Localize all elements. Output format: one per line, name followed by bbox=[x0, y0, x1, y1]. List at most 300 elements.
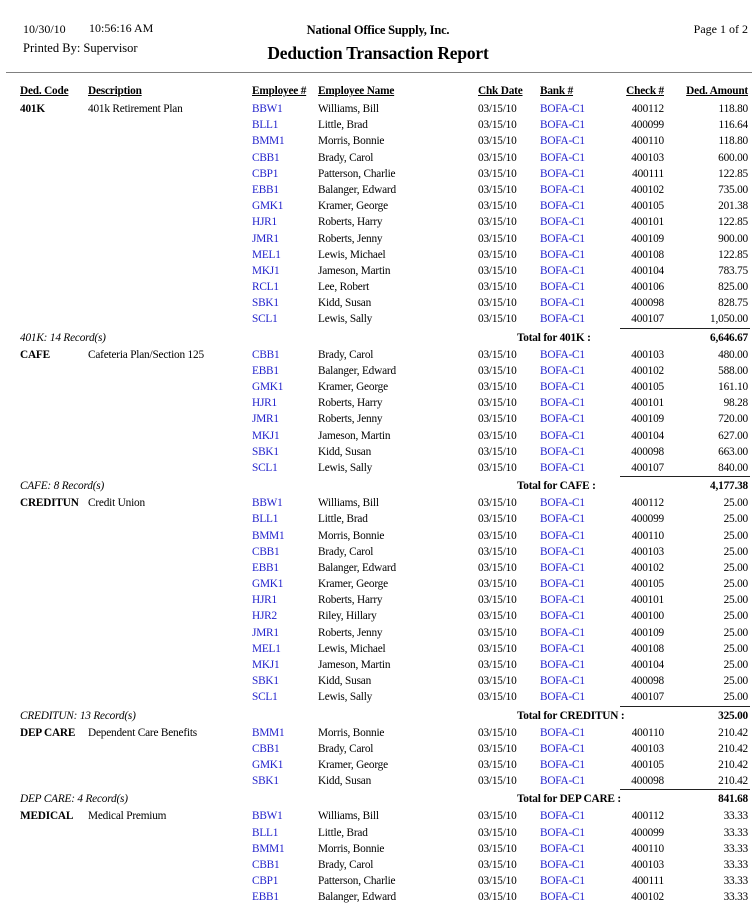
deduction-code bbox=[20, 198, 88, 214]
header-divider bbox=[6, 72, 752, 73]
employee-number-link[interactable]: BLL1 bbox=[252, 119, 279, 132]
deduction-description bbox=[88, 641, 252, 657]
table-row bbox=[20, 247, 748, 263]
check-date: 03/15/10 bbox=[478, 891, 517, 904]
deduction-code bbox=[20, 773, 88, 789]
bank-number-link[interactable]: BOFA-C1 bbox=[540, 264, 585, 277]
deduction-description bbox=[88, 263, 252, 279]
bank-number-link[interactable]: BOFA-C1 bbox=[540, 758, 585, 771]
table-row bbox=[20, 608, 748, 624]
employee-name: Balanger, Edward bbox=[318, 891, 396, 904]
check-date: 03/15/10 bbox=[478, 610, 517, 623]
deduction-description bbox=[88, 460, 252, 476]
deduction-description bbox=[88, 592, 252, 608]
table-row bbox=[20, 725, 748, 741]
group-total-amount: 325.00 bbox=[718, 709, 748, 722]
table-row bbox=[20, 857, 748, 873]
employee-number-link[interactable]: MKJ1 bbox=[252, 659, 280, 671]
deduction-description bbox=[88, 150, 252, 166]
check-date: 03/15/10 bbox=[478, 397, 517, 410]
deduction-amount: 210.42 bbox=[718, 775, 748, 788]
deduction-code bbox=[20, 379, 88, 395]
deduction-amount: 825.00 bbox=[718, 281, 748, 294]
bank-number-link[interactable]: BOFA-C1 bbox=[540, 135, 585, 148]
check-date: 03/15/10 bbox=[478, 135, 517, 148]
check-number: 400098 bbox=[631, 775, 664, 788]
employee-name: Williams, Bill bbox=[318, 103, 379, 115]
employee-name: Lewis, Sally bbox=[318, 691, 373, 704]
deduction-description bbox=[88, 625, 252, 641]
employee-number-link[interactable]: CBP1 bbox=[252, 167, 279, 180]
deduction-description bbox=[88, 133, 252, 149]
total-rule bbox=[620, 789, 750, 790]
employee-number-link[interactable]: CBB1 bbox=[252, 348, 280, 361]
employee-number-link[interactable]: HJR1 bbox=[252, 594, 277, 607]
employee-name: Williams, Bill bbox=[318, 497, 379, 510]
check-date: 03/15/10 bbox=[478, 313, 517, 326]
check-date: 03/15/10 bbox=[478, 264, 517, 277]
check-date: 03/15/10 bbox=[478, 826, 517, 839]
check-number: 400099 bbox=[631, 826, 664, 839]
deduction-description bbox=[88, 576, 252, 592]
employee-number-link[interactable]: EBB1 bbox=[252, 561, 279, 574]
employee-number-link[interactable]: SBK1 bbox=[252, 445, 279, 458]
bank-number-link[interactable]: BOFA-C1 bbox=[540, 167, 585, 180]
table-row bbox=[20, 166, 748, 182]
check-date: 03/15/10 bbox=[478, 659, 517, 671]
check-number: 400110 bbox=[631, 135, 664, 148]
employee-name: Brady, Carol bbox=[318, 742, 374, 755]
employee-name: Morris, Bonnie bbox=[318, 529, 385, 542]
deduction-amount: 33.33 bbox=[723, 875, 748, 888]
check-number: 400108 bbox=[631, 642, 664, 655]
deduction-code bbox=[20, 279, 88, 295]
table-row bbox=[20, 263, 748, 279]
employee-number-link[interactable]: GMK1 bbox=[252, 758, 284, 771]
check-number: 400110 bbox=[631, 842, 664, 855]
deduction-code bbox=[20, 608, 88, 624]
table-row bbox=[20, 363, 748, 379]
deduction-amount: 25.00 bbox=[723, 610, 748, 623]
employee-number-link[interactable]: BMM1 bbox=[252, 726, 285, 739]
deduction-description bbox=[88, 511, 252, 527]
deduction-code bbox=[20, 857, 88, 873]
deduction-description bbox=[88, 444, 252, 460]
deduction-amount: 663.00 bbox=[718, 445, 748, 458]
employee-number-link[interactable]: GMK1 bbox=[252, 381, 284, 393]
check-number: 400110 bbox=[631, 529, 664, 542]
table-row bbox=[20, 773, 748, 789]
table-row bbox=[20, 411, 748, 427]
employee-number-link[interactable]: JMR1 bbox=[252, 413, 279, 426]
check-date: 03/15/10 bbox=[478, 594, 517, 607]
deduction-amount: 25.00 bbox=[723, 545, 748, 558]
deduction-code bbox=[20, 528, 88, 544]
table-row bbox=[20, 673, 748, 689]
employee-name: Patterson, Charlie bbox=[318, 875, 396, 888]
check-number: 400098 bbox=[631, 445, 664, 458]
deduction-amount: 122.85 bbox=[718, 248, 748, 261]
table-row bbox=[20, 544, 748, 560]
deduction-code bbox=[20, 150, 88, 166]
deduction-description bbox=[88, 825, 252, 841]
employee-name: Lewis, Michael bbox=[318, 642, 386, 655]
deduction-amount: 25.00 bbox=[723, 594, 748, 607]
deduction-code bbox=[20, 673, 88, 689]
bank-number-link[interactable]: BOFA-C1 bbox=[540, 183, 585, 196]
check-date: 03/15/10 bbox=[478, 297, 517, 310]
group-total-amount: 841.68 bbox=[718, 793, 748, 806]
bank-number-link[interactable]: BOFA-C1 bbox=[540, 858, 585, 871]
deduction-description bbox=[88, 363, 252, 379]
deduction-description bbox=[88, 182, 252, 198]
employee-number-link[interactable]: CBB1 bbox=[252, 151, 280, 164]
bank-number-link[interactable]: BOFA-C1 bbox=[540, 200, 585, 213]
employee-name: Kidd, Susan bbox=[318, 775, 372, 788]
employee-name: Kramer, George bbox=[318, 381, 388, 393]
deduction-amount: 1,050.00 bbox=[710, 313, 748, 326]
deduction-amount: 33.33 bbox=[723, 842, 748, 855]
deduction-code bbox=[20, 460, 88, 476]
deduction-code bbox=[20, 889, 88, 905]
table-row bbox=[20, 741, 748, 757]
employee-number-link[interactable]: BBW1 bbox=[252, 103, 283, 115]
employee-number-link[interactable]: SBK1 bbox=[252, 775, 279, 788]
bank-number-link[interactable]: BOFA-C1 bbox=[540, 642, 585, 655]
deduction-amount: 161.10 bbox=[718, 381, 748, 393]
check-date: 03/15/10 bbox=[478, 200, 517, 213]
total-rule bbox=[620, 706, 750, 707]
table-row bbox=[20, 150, 748, 166]
company-name: National Office Supply, Inc. bbox=[306, 23, 450, 37]
deduction-description bbox=[88, 379, 252, 395]
deduction-amount: 33.33 bbox=[723, 891, 748, 904]
bank-number-link[interactable]: BOFA-C1 bbox=[540, 397, 585, 410]
bank-number-link[interactable]: BOFA-C1 bbox=[540, 594, 585, 607]
check-date: 03/15/10 bbox=[478, 183, 517, 196]
table-row bbox=[20, 560, 748, 576]
employee-number-link[interactable]: BMM1 bbox=[252, 135, 285, 148]
bank-number-link[interactable]: BOFA-C1 bbox=[540, 675, 585, 688]
table-row bbox=[20, 689, 748, 705]
employee-number-link[interactable]: MEL1 bbox=[252, 248, 281, 261]
deduction-amount: 783.75 bbox=[718, 264, 748, 277]
deduction-amount: 118.80 bbox=[718, 103, 748, 115]
check-date: 03/15/10 bbox=[478, 429, 517, 442]
employee-number-link[interactable]: CBB1 bbox=[252, 858, 280, 871]
bank-number-link[interactable]: BOFA-C1 bbox=[540, 810, 585, 823]
deduction-amount: 201.38 bbox=[718, 200, 748, 213]
bank-number-link[interactable]: BOFA-C1 bbox=[540, 726, 585, 739]
check-date: 03/15/10 bbox=[478, 167, 517, 180]
printed-by-label: Printed By: Supervisor bbox=[23, 41, 138, 55]
employee-number-link[interactable]: RCL1 bbox=[252, 281, 279, 294]
bank-number-link[interactable]: BOFA-C1 bbox=[540, 348, 585, 361]
table-row bbox=[20, 460, 748, 476]
check-number: 400101 bbox=[631, 397, 664, 410]
employee-name: Morris, Bonnie bbox=[318, 135, 385, 148]
deduction-code bbox=[20, 576, 88, 592]
check-date: 03/15/10 bbox=[478, 626, 517, 639]
deduction-amount: 25.00 bbox=[723, 642, 748, 655]
deduction-description bbox=[88, 428, 252, 444]
deduction-description: Dependent Care Benefits bbox=[88, 726, 197, 739]
employee-number-link[interactable]: CBB1 bbox=[252, 742, 280, 755]
employee-number-link[interactable]: GMK1 bbox=[252, 200, 284, 213]
employee-number-link[interactable]: HJR2 bbox=[252, 610, 277, 623]
bank-number-link[interactable]: BOFA-C1 bbox=[540, 445, 585, 458]
check-date: 03/15/10 bbox=[478, 742, 517, 755]
table-row bbox=[20, 117, 748, 133]
table-row bbox=[20, 576, 748, 592]
check-number: 400109 bbox=[631, 626, 664, 639]
deduction-code bbox=[20, 873, 88, 889]
report-table bbox=[20, 84, 748, 905]
deduction-description bbox=[88, 889, 252, 905]
employee-name: Lee, Robert bbox=[318, 281, 370, 294]
check-date: 03/15/10 bbox=[478, 675, 517, 688]
employee-number-link[interactable]: SCL1 bbox=[252, 461, 278, 474]
employee-number-link[interactable]: JMR1 bbox=[252, 626, 279, 639]
bank-number-link[interactable]: BOFA-C1 bbox=[540, 232, 585, 245]
employee-name: Roberts, Harry bbox=[318, 216, 383, 229]
deduction-amount: 210.42 bbox=[718, 758, 748, 771]
check-date: 03/15/10 bbox=[478, 691, 517, 704]
deduction-description bbox=[88, 528, 252, 544]
employee-number-link[interactable]: BBW1 bbox=[252, 497, 283, 510]
col-header-bank-num: Bank # bbox=[540, 85, 574, 97]
check-date: 03/15/10 bbox=[478, 381, 517, 393]
table-row bbox=[20, 841, 748, 857]
bank-number-link[interactable]: BOFA-C1 bbox=[540, 875, 585, 888]
bank-number-link[interactable]: BOFA-C1 bbox=[540, 364, 585, 377]
check-number: 400104 bbox=[631, 264, 664, 277]
deduction-code bbox=[20, 363, 88, 379]
employee-number-link[interactable]: BMM1 bbox=[252, 529, 285, 542]
bank-number-link[interactable]: BOFA-C1 bbox=[540, 248, 585, 261]
deduction-amount: 33.33 bbox=[723, 826, 748, 839]
employee-name: Balanger, Edward bbox=[318, 183, 396, 196]
check-date: 03/15/10 bbox=[478, 232, 517, 245]
bank-number-link[interactable]: BOFA-C1 bbox=[540, 691, 585, 704]
deduction-amount: 33.33 bbox=[723, 858, 748, 871]
employee-number-link[interactable]: BLL1 bbox=[252, 826, 279, 839]
employee-number-link[interactable]: SCL1 bbox=[252, 691, 278, 704]
table-row bbox=[20, 757, 748, 773]
col-header-check-num: Check # bbox=[626, 85, 664, 97]
employee-number-link[interactable]: HJR1 bbox=[252, 397, 277, 410]
deduction-code bbox=[20, 841, 88, 857]
report-body bbox=[20, 101, 748, 905]
employee-name: Roberts, Jenny bbox=[318, 626, 383, 639]
bank-number-link[interactable]: BOFA-C1 bbox=[540, 513, 585, 526]
bank-number-link[interactable]: BOFA-C1 bbox=[540, 429, 585, 442]
group-total-amount: 4,177.38 bbox=[710, 480, 748, 493]
deduction-code bbox=[20, 182, 88, 198]
table-row bbox=[20, 379, 748, 395]
check-number: 400107 bbox=[631, 461, 664, 474]
group-total-label: Total for 401K : bbox=[517, 331, 591, 344]
deduction-description: 401k Retirement Plan bbox=[88, 103, 183, 115]
deduction-description bbox=[88, 544, 252, 560]
check-number: 400110 bbox=[631, 726, 664, 739]
bank-number-link[interactable]: BOFA-C1 bbox=[540, 119, 585, 132]
employee-number-link[interactable]: SBK1 bbox=[252, 297, 279, 310]
deduction-amount: 122.85 bbox=[718, 216, 748, 229]
deduction-amount: 33.33 bbox=[723, 810, 748, 823]
bank-number-link[interactable]: BOFA-C1 bbox=[540, 626, 585, 639]
deduction-description bbox=[88, 117, 252, 133]
bank-number-link[interactable]: BOFA-C1 bbox=[540, 461, 585, 474]
check-number: 400112 bbox=[631, 103, 664, 115]
deduction-description bbox=[88, 673, 252, 689]
employee-name: Brady, Carol bbox=[318, 858, 374, 871]
employee-name: Roberts, Jenny bbox=[318, 413, 383, 426]
table-row bbox=[20, 231, 748, 247]
bank-number-link[interactable]: BOFA-C1 bbox=[540, 842, 585, 855]
col-header-ded-code: Ded. Code bbox=[20, 85, 69, 97]
table-row bbox=[20, 214, 748, 230]
employee-name: Roberts, Jenny bbox=[318, 232, 383, 245]
bank-number-link[interactable]: BOFA-C1 bbox=[540, 545, 585, 558]
check-date: 03/15/10 bbox=[478, 103, 517, 115]
employee-name: Lewis, Michael bbox=[318, 248, 386, 261]
deduction-description bbox=[88, 279, 252, 295]
table-row bbox=[20, 528, 748, 544]
employee-number-link[interactable]: HJR1 bbox=[252, 216, 277, 229]
employee-name: Brady, Carol bbox=[318, 348, 374, 361]
bank-number-link[interactable]: BOFA-C1 bbox=[540, 281, 585, 294]
employee-number-link[interactable]: SBK1 bbox=[252, 675, 279, 688]
bank-number-link[interactable]: BOFA-C1 bbox=[540, 103, 585, 115]
deduction-description bbox=[88, 841, 252, 857]
deduction-amount: 25.00 bbox=[723, 578, 748, 591]
employee-number-link[interactable]: BBW1 bbox=[252, 810, 283, 823]
check-number: 400102 bbox=[631, 364, 664, 377]
deduction-amount: 600.00 bbox=[718, 151, 748, 164]
bank-number-link[interactable]: BOFA-C1 bbox=[540, 742, 585, 755]
record-count-label: CAFE: 8 Record(s) bbox=[20, 480, 105, 493]
check-number: 400103 bbox=[631, 151, 664, 164]
deduction-description: Cafeteria Plan/Section 125 bbox=[88, 348, 204, 361]
report-date: 10/30/10 bbox=[23, 22, 66, 36]
employee-number-link[interactable]: JMR1 bbox=[252, 232, 279, 245]
check-date: 03/15/10 bbox=[478, 248, 517, 261]
employee-number-link[interactable]: MKJ1 bbox=[252, 264, 280, 277]
table-row bbox=[20, 873, 748, 889]
check-number: 400099 bbox=[631, 513, 664, 526]
bank-number-link[interactable]: BOFA-C1 bbox=[540, 659, 585, 671]
deduction-code bbox=[20, 411, 88, 427]
bank-number-link[interactable]: BOFA-C1 bbox=[540, 413, 585, 426]
table-row bbox=[20, 311, 748, 327]
employee-number-link[interactable]: EBB1 bbox=[252, 183, 279, 196]
bank-number-link[interactable]: BOFA-C1 bbox=[540, 826, 585, 839]
check-number: 400102 bbox=[631, 891, 664, 904]
employee-number-link[interactable]: CBB1 bbox=[252, 545, 280, 558]
employee-number-link[interactable]: BLL1 bbox=[252, 513, 279, 526]
page-number-label: Page 1 of 2 bbox=[693, 22, 748, 36]
employee-number-link[interactable]: EBB1 bbox=[252, 891, 279, 904]
employee-name: Lewis, Sally bbox=[318, 461, 373, 474]
table-row bbox=[20, 279, 748, 295]
check-number: 400111 bbox=[632, 167, 664, 180]
bank-number-link[interactable]: BOFA-C1 bbox=[540, 561, 585, 574]
deduction-code bbox=[20, 657, 88, 673]
employee-number-link[interactable]: SCL1 bbox=[252, 313, 278, 326]
group-summary-row bbox=[20, 476, 748, 495]
employee-name: Lewis, Sally bbox=[318, 313, 373, 326]
deduction-description bbox=[88, 411, 252, 427]
check-date: 03/15/10 bbox=[478, 726, 517, 739]
employee-number-link[interactable]: CBP1 bbox=[252, 875, 279, 888]
record-count-label: DEP CARE: 4 Record(s) bbox=[20, 793, 128, 806]
col-header-employee-num: Employee # bbox=[252, 85, 307, 97]
record-count-label: 401K: 14 Record(s) bbox=[20, 331, 106, 344]
check-date: 03/15/10 bbox=[478, 461, 517, 474]
check-number: 400112 bbox=[631, 497, 664, 510]
bank-number-link[interactable]: BOFA-C1 bbox=[540, 529, 585, 542]
col-header-chk-date: Chk Date bbox=[478, 85, 523, 97]
employee-name: Little, Brad bbox=[318, 513, 368, 526]
bank-number-link[interactable]: BOFA-C1 bbox=[540, 381, 585, 393]
employee-number-link[interactable]: GMK1 bbox=[252, 578, 284, 591]
table-row bbox=[20, 495, 748, 511]
total-rule bbox=[620, 476, 750, 477]
employee-number-link[interactable]: MKJ1 bbox=[252, 429, 280, 442]
total-rule bbox=[620, 328, 750, 329]
bank-number-link[interactable]: BOFA-C1 bbox=[540, 775, 585, 788]
deduction-code bbox=[20, 689, 88, 705]
employee-name: Williams, Bill bbox=[318, 810, 379, 823]
employee-name: Kidd, Susan bbox=[318, 445, 372, 458]
bank-number-link[interactable]: BOFA-C1 bbox=[540, 216, 585, 229]
deduction-code bbox=[20, 544, 88, 560]
deduction-code bbox=[20, 625, 88, 641]
employee-name: Kramer, George bbox=[318, 758, 388, 771]
bank-number-link[interactable]: BOFA-C1 bbox=[540, 151, 585, 164]
deduction-amount: 25.00 bbox=[723, 561, 748, 574]
bank-number-link[interactable]: BOFA-C1 bbox=[540, 610, 585, 623]
table-row bbox=[20, 657, 748, 673]
employee-name: Kramer, George bbox=[318, 200, 388, 213]
deduction-code bbox=[20, 560, 88, 576]
employee-number-link[interactable]: EBB1 bbox=[252, 364, 279, 377]
check-date: 03/15/10 bbox=[478, 561, 517, 574]
bank-number-link[interactable]: BOFA-C1 bbox=[540, 497, 585, 510]
deduction-code bbox=[20, 592, 88, 608]
employee-name: Morris, Bonnie bbox=[318, 842, 385, 855]
group-total-label: Total for DEP CARE : bbox=[517, 793, 621, 806]
deduction-description bbox=[88, 231, 252, 247]
bank-number-link[interactable]: BOFA-C1 bbox=[540, 297, 585, 310]
bank-number-link[interactable]: BOFA-C1 bbox=[540, 313, 585, 326]
table-row bbox=[20, 592, 748, 608]
check-number: 400100 bbox=[631, 610, 664, 623]
employee-number-link[interactable]: BMM1 bbox=[252, 842, 285, 855]
check-number: 400104 bbox=[631, 659, 664, 671]
check-date: 03/15/10 bbox=[478, 529, 517, 542]
employee-name: Balanger, Edward bbox=[318, 364, 396, 377]
deduction-amount: 210.42 bbox=[718, 726, 748, 739]
bank-number-link[interactable]: BOFA-C1 bbox=[540, 578, 585, 591]
employee-name: Brady, Carol bbox=[318, 545, 374, 558]
deduction-amount: 840.00 bbox=[718, 461, 748, 474]
group-summary-row bbox=[20, 789, 748, 808]
check-date: 03/15/10 bbox=[478, 151, 517, 164]
bank-number-link[interactable]: BOFA-C1 bbox=[540, 891, 585, 904]
employee-number-link[interactable]: MEL1 bbox=[252, 642, 281, 655]
